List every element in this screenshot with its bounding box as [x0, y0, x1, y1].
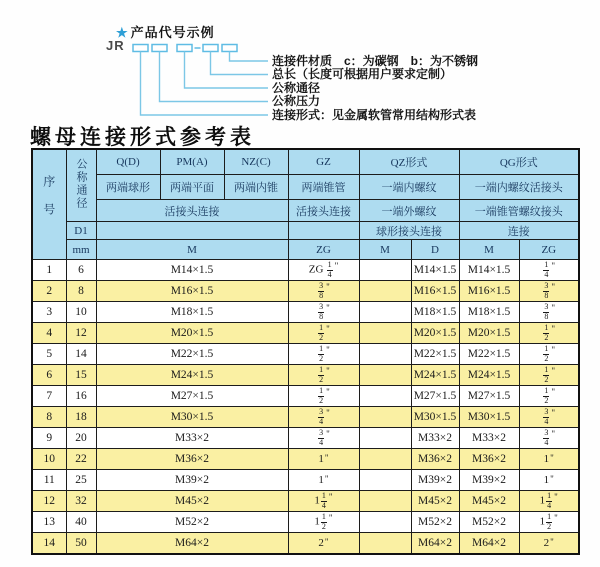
table-row: [32, 533, 579, 555]
dn-cell: 10: [66, 302, 96, 323]
table-row: [32, 491, 579, 512]
dn-cell: 20: [66, 428, 96, 449]
m-cell: M36×2: [96, 449, 288, 470]
qg-m-cell: M18×1.5: [459, 302, 519, 323]
qz-d-cell: M30×1.5: [411, 407, 459, 428]
header-empty-gz: [288, 222, 359, 240]
leader-line-diameter: [185, 52, 269, 89]
header-empty-m: [96, 222, 288, 240]
gz-cell: $\frac{3}{8}$ ": [288, 302, 359, 323]
qz-m-cell: [359, 365, 411, 386]
code-box-4: [203, 45, 218, 52]
qz-m-cell: [359, 386, 411, 407]
qg-zg-cell: 1": [519, 470, 579, 491]
qz-d-cell: M22×1.5: [411, 344, 459, 365]
header-qg-desc1: 一端内螺纹活接头: [459, 175, 579, 200]
leader-line-pressure: [160, 52, 269, 102]
qg-m-cell: M45×2: [459, 491, 519, 512]
dn-cell: 18: [66, 407, 96, 428]
qz-d-cell: M45×2: [411, 491, 459, 512]
m-cell: M22×1.5: [96, 344, 288, 365]
qz-m-cell: [359, 302, 411, 323]
table-title: 螺母连接形式参考表: [30, 125, 255, 149]
leader-line-connection: [141, 52, 269, 116]
qg-m-cell: M33×2: [459, 428, 519, 449]
seq-cell: 6: [32, 365, 66, 386]
header-pm: PM(A): [160, 149, 224, 175]
seq-cell: 10: [32, 449, 66, 470]
qz-m-cell: [359, 533, 411, 555]
qz-m-cell: [359, 407, 411, 428]
qz-m-cell: [359, 449, 411, 470]
header-qz-desc2: 一端外螺纹: [359, 200, 459, 222]
qg-zg-cell: $\frac{1}{2}$ ": [519, 386, 579, 407]
dn-cell: 14: [66, 344, 96, 365]
qg-zg-cell: $\frac{3}{4}$ ": [519, 428, 579, 449]
m-cell: M14×1.5: [96, 260, 288, 281]
dn-cell: 15: [66, 365, 96, 386]
m-cell: M45×2: [96, 491, 288, 512]
dn-cell: 12: [66, 323, 96, 344]
product-code-diagram: [0, 0, 600, 130]
qz-m-cell: [359, 428, 411, 449]
label-nominal-pressure: 公称压力: [272, 94, 321, 108]
qg-zg-cell: 1": [519, 449, 579, 470]
header-zg-label: ZG: [288, 240, 359, 260]
dn-cell: 40: [66, 512, 96, 533]
star-icon: ★: [116, 25, 129, 40]
nut-connection-table: [31, 148, 580, 555]
table-row: [32, 323, 579, 344]
header-qg: QG形式: [459, 149, 579, 175]
code-box-1: [133, 45, 148, 52]
qz-d-cell: M33×2: [411, 428, 459, 449]
qg-zg-cell: $\frac{3}{8}$ ": [519, 281, 579, 302]
gz-cell: ZG $\frac{1}{4}$ ": [288, 260, 359, 281]
seq-cell: 11: [32, 470, 66, 491]
qz-m-cell: [359, 323, 411, 344]
qz-d-cell: M27×1.5: [411, 386, 459, 407]
label-length: 总长（长度可根据用户要求定制）: [272, 67, 453, 81]
m-cell: M33×2: [96, 428, 288, 449]
qz-d-cell: M36×2: [411, 449, 459, 470]
header-qg-zg: ZG: [519, 240, 579, 260]
qg-m-cell: M52×2: [459, 512, 519, 533]
qz-m-cell: [359, 281, 411, 302]
seq-cell: 8: [32, 407, 66, 428]
code-box-5: [222, 45, 237, 52]
qg-m-cell: M64×2: [459, 533, 519, 555]
seq-cell: 7: [32, 386, 66, 407]
qg-zg-cell: 2": [519, 533, 579, 555]
diagram-heading-text: 产品代号示例: [130, 25, 215, 40]
seq-cell: 2: [32, 281, 66, 302]
dn-cell: 6: [66, 260, 96, 281]
header-qz-desc1: 一端内螺纹: [359, 175, 459, 200]
header-qz-conn: 球形接头连接: [359, 222, 459, 240]
gz-cell: 1 $\frac{1}{4}$ ": [288, 491, 359, 512]
seq-cell: 4: [32, 323, 66, 344]
leader-line-material: [230, 52, 269, 62]
seq-cell: 3: [32, 302, 66, 323]
gz-cell: $\frac{1}{2}$ ": [288, 344, 359, 365]
m-cell: M30×1.5: [96, 407, 288, 428]
label-connection-form: 连接形式：见金属软管常用结构形式表: [272, 107, 477, 122]
qz-d-cell: M24×1.5: [411, 365, 459, 386]
qg-zg-cell: $\frac{1}{2}$ ": [519, 365, 579, 386]
diagram-heading: [116, 22, 215, 41]
m-cell: M64×2: [96, 533, 288, 555]
gz-cell: 1": [288, 470, 359, 491]
table-row: [32, 281, 579, 302]
qz-d-cell: M16×1.5: [411, 281, 459, 302]
qg-m-cell: M22×1.5: [459, 344, 519, 365]
table-row: [32, 302, 579, 323]
header-qg-m: M: [459, 240, 519, 260]
seq-cell: 14: [32, 533, 66, 555]
gz-cell: $\frac{3}{4}$ ": [288, 407, 359, 428]
dn-cell: 50: [66, 533, 96, 555]
header-nz-desc: 两端内锥: [224, 175, 288, 200]
table-row: [32, 512, 579, 533]
gz-cell: 1 $\frac{1}{2}$ ": [288, 512, 359, 533]
table-header: [32, 149, 579, 260]
header-nz: NZ(C): [224, 149, 288, 175]
qz-d-cell: M64×2: [411, 533, 459, 555]
header-qz-m: M: [359, 240, 411, 260]
qg-zg-cell: 1 $\frac{1}{2}$ ": [519, 512, 579, 533]
header-union-conn: 活接头连接: [96, 200, 288, 222]
gz-cell: 2": [288, 533, 359, 555]
header-qz-d: D: [411, 240, 459, 260]
m-cell: M39×2: [96, 470, 288, 491]
header-d1: D1: [66, 222, 96, 240]
qz-m-cell: [359, 260, 411, 281]
header-gz-desc: 两端锥管: [288, 175, 359, 200]
qg-zg-cell: $\frac{3}{4}$ ": [519, 407, 579, 428]
table-row: [32, 428, 579, 449]
seq-cell: 12: [32, 491, 66, 512]
table-row: [32, 365, 579, 386]
header-qg-conn: 连接: [459, 222, 579, 240]
m-cell: M52×2: [96, 512, 288, 533]
gz-cell: $\frac{1}{2}$ ": [288, 323, 359, 344]
seq-cell: 1: [32, 260, 66, 281]
qz-m-cell: [359, 470, 411, 491]
label-nominal-diameter: 公称通径: [272, 80, 321, 95]
qg-m-cell: M20×1.5: [459, 323, 519, 344]
header-mm: mm: [66, 240, 96, 260]
dn-cell: 32: [66, 491, 96, 512]
qz-m-cell: [359, 344, 411, 365]
qg-zg-cell: $\frac{3}{8}$ ": [519, 302, 579, 323]
m-cell: M20×1.5: [96, 323, 288, 344]
table-body: [32, 260, 579, 555]
dn-cell: 8: [66, 281, 96, 302]
header-q: Q(D): [96, 149, 160, 175]
table-row: [32, 407, 579, 428]
gz-cell: $\frac{3}{8}$ ": [288, 281, 359, 302]
header-gz-conn: 活接头连接: [288, 200, 359, 222]
qg-m-cell: M14×1.5: [459, 260, 519, 281]
qg-m-cell: M24×1.5: [459, 365, 519, 386]
gz-cell: $\frac{1}{2}$ ": [288, 386, 359, 407]
header-dn: 公称通径: [66, 149, 96, 222]
qz-d-cell: M14×1.5: [411, 260, 459, 281]
table-row: [32, 260, 579, 281]
code-prefix: JR: [106, 38, 125, 53]
seq-cell: 5: [32, 344, 66, 365]
dn-cell: 16: [66, 386, 96, 407]
gz-cell: 1": [288, 449, 359, 470]
leader-line-length: [211, 52, 269, 75]
header-q-desc: 两端球形: [96, 175, 160, 200]
qg-m-cell: M16×1.5: [459, 281, 519, 302]
header-qz: QZ形式: [359, 149, 459, 175]
code-box-2: [152, 45, 167, 52]
seq-cell: 9: [32, 428, 66, 449]
header-gz: GZ: [288, 149, 359, 175]
gz-cell: $\frac{1}{2}$ ": [288, 365, 359, 386]
qz-d-cell: M39×2: [411, 470, 459, 491]
qg-m-cell: M36×2: [459, 449, 519, 470]
header-m-label: M: [96, 240, 288, 260]
code-box-3: [177, 45, 192, 52]
m-cell: M16×1.5: [96, 281, 288, 302]
m-cell: M27×1.5: [96, 386, 288, 407]
m-cell: M18×1.5: [96, 302, 288, 323]
table-row: [32, 386, 579, 407]
qz-d-cell: M20×1.5: [411, 323, 459, 344]
qz-d-cell: M52×2: [411, 512, 459, 533]
qg-zg-cell: $\frac{1}{4}$ ": [519, 260, 579, 281]
header-pm-desc: 两端平面: [160, 175, 224, 200]
qz-m-cell: [359, 512, 411, 533]
header-qg-desc2: 一端锥管螺纹接头: [459, 200, 579, 222]
qg-m-cell: M39×2: [459, 470, 519, 491]
header-seq: 序号: [32, 149, 66, 260]
qg-zg-cell: 1 $\frac{1}{4}$ ": [519, 491, 579, 512]
table-row: [32, 449, 579, 470]
table-row: [32, 344, 579, 365]
qz-m-cell: [359, 491, 411, 512]
dn-cell: 22: [66, 449, 96, 470]
table-row: [32, 470, 579, 491]
gz-cell: $\frac{3}{4}$ ": [288, 428, 359, 449]
qg-zg-cell: $\frac{1}{2}$ ": [519, 344, 579, 365]
m-cell: M24×1.5: [96, 365, 288, 386]
label-material: 连接件材质 c：为碳钢 b：为不锈钢: [272, 53, 479, 68]
qg-m-cell: M30×1.5: [459, 407, 519, 428]
qz-d-cell: M18×1.5: [411, 302, 459, 323]
dn-cell: 25: [66, 470, 96, 491]
seq-cell: 13: [32, 512, 66, 533]
qg-m-cell: M27×1.5: [459, 386, 519, 407]
qg-zg-cell: $\frac{1}{2}$ ": [519, 323, 579, 344]
